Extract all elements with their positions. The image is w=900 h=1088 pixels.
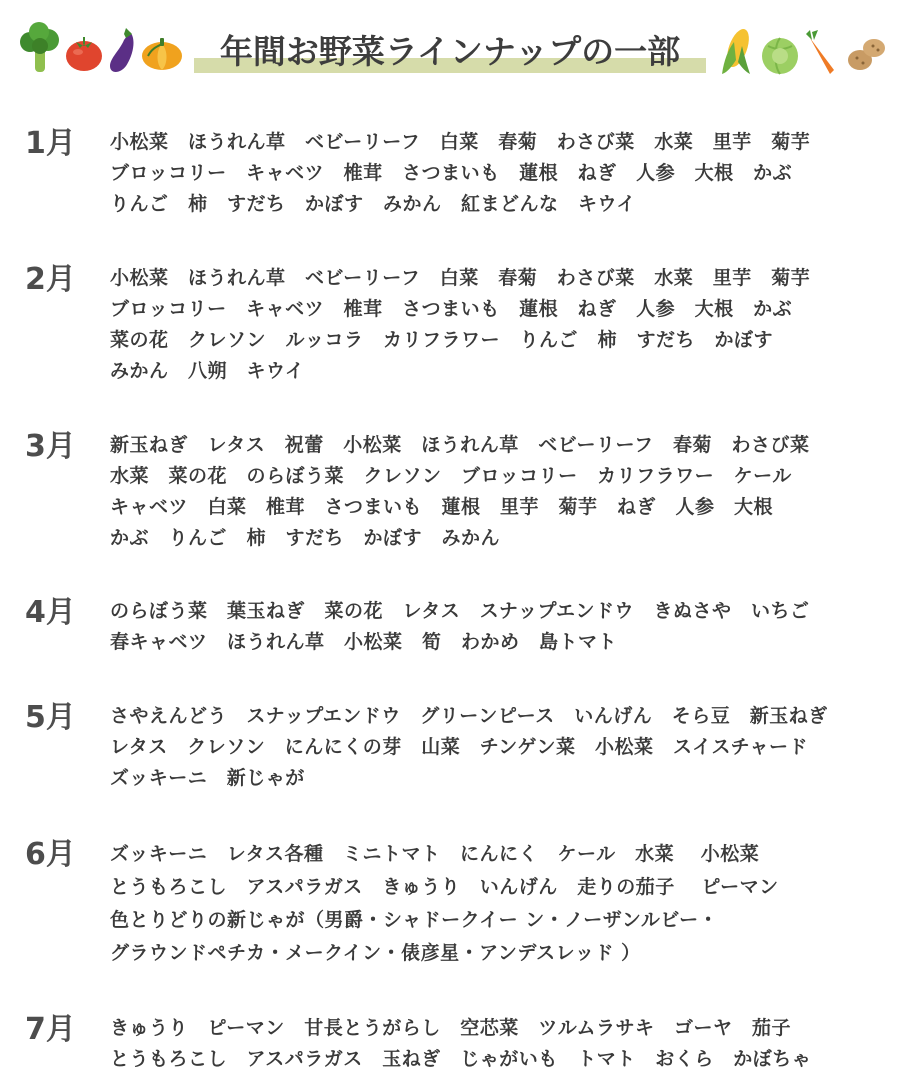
produce-line: 新玉ねぎ レタス 祝蕾 小松菜 ほうれん草 ベビーリーフ 春菊 わさび菜	[110, 434, 810, 456]
produce-list	[110, 838, 890, 970]
page-header	[0, 20, 900, 90]
month-label: 6月	[25, 837, 76, 872]
produce-list	[110, 263, 890, 387]
produce-line: りんご 柿 すだち かぼす みかん 紅まどんな キウイ	[110, 193, 636, 215]
produce-line: とうもろこし アスパラガス 玉ねぎ じゃがいも トマト おくら かぼちゃ	[110, 1048, 812, 1070]
pumpkin-icon	[140, 20, 184, 80]
produce-line: レタス クレソン にんにくの芽 山菜 チンゲン菜 小松菜 スイスチャード	[110, 736, 809, 758]
month-label: 3月	[25, 429, 76, 464]
produce-line: 小松菜 ほうれん草 ベビーリーフ 白菜 春菊 わさび菜 水菜 里芋 菊芋	[110, 267, 811, 289]
month-label: 1月	[25, 126, 76, 161]
produce-list	[110, 701, 890, 794]
produce-list	[110, 430, 890, 554]
produce-line: かぶ りんご 柿 すだち かぼす みかん	[110, 527, 501, 549]
produce-line: ズッキーニ 新じゃが	[110, 767, 305, 789]
produce-line: グラウンドペチカ・メークイン・俵彦星・アンデスレッド ）	[110, 942, 641, 964]
produce-line: 色とりどりの新じゃが（男爵・シャドークイー ン・ノーザンルビー・	[110, 909, 719, 931]
produce-list	[110, 1013, 890, 1075]
produce-line: 菜の花 クレソン ルッコラ カリフラワー りんご 柿 すだち かぼす	[110, 329, 774, 351]
corn-icon	[714, 20, 758, 80]
month-label: 5月	[25, 700, 76, 735]
produce-line: のらぼう菜 葉玉ねぎ 菜の花 レタス スナップエンドウ きぬさや いちご	[110, 600, 810, 622]
produce-line: きゅうり ピーマン 甘長とうがらし 空芯菜 ツルムラサキ ゴーヤ 茄子	[110, 1017, 791, 1039]
produce-line: 春キャベツ ほうれん草 小松菜 筍 わかめ 島トマト	[110, 631, 618, 653]
produce-line: 小松菜 ほうれん草 ベビーリーフ 白菜 春菊 わさび菜 水菜 里芋 菊芋	[110, 131, 811, 153]
produce-list	[110, 127, 890, 220]
month-label: 7月	[25, 1012, 76, 1047]
produce-line: さやえんどう スナップエンドウ グリーンピース いんげん そら豆 新玉ねぎ	[110, 705, 828, 727]
broccoli-icon	[18, 20, 62, 80]
produce-line: キャベツ 白菜 椎茸 さつまいも 蓮根 里芋 菊芋 ねぎ 人参 大根	[110, 496, 774, 518]
page-title: 年間お野菜ラインナップの一部	[219, 32, 681, 71]
potato-icon	[844, 20, 888, 80]
produce-line: ブロッコリー キャベツ 椎茸 さつまいも 蓮根 ねぎ 人参 大根 かぶ	[110, 162, 793, 184]
produce-line: とうもろこし アスパラガス きゅうり いんげん 走りの茄子 ピーマン	[110, 876, 779, 898]
produce-list	[110, 596, 890, 658]
produce-line: ブロッコリー キャベツ 椎茸 さつまいも 蓮根 ねぎ 人参 大根 かぶ	[110, 298, 793, 320]
cabbage-icon	[758, 20, 802, 80]
month-label: 2月	[25, 262, 76, 297]
eggplant-icon	[100, 20, 144, 80]
month-label: 4月	[25, 595, 76, 630]
produce-line: 水菜 菜の花 のらぼう菜 クレソン ブロッコリー カリフラワー ケール	[110, 465, 792, 487]
carrot-icon	[800, 20, 844, 80]
title-wrap	[194, 20, 706, 80]
produce-line: みかん 八朔 キウイ	[110, 360, 305, 382]
produce-line: ズッキーニ レタス各種 ミニトマト にんにく ケール 水菜 小松菜	[110, 843, 760, 865]
